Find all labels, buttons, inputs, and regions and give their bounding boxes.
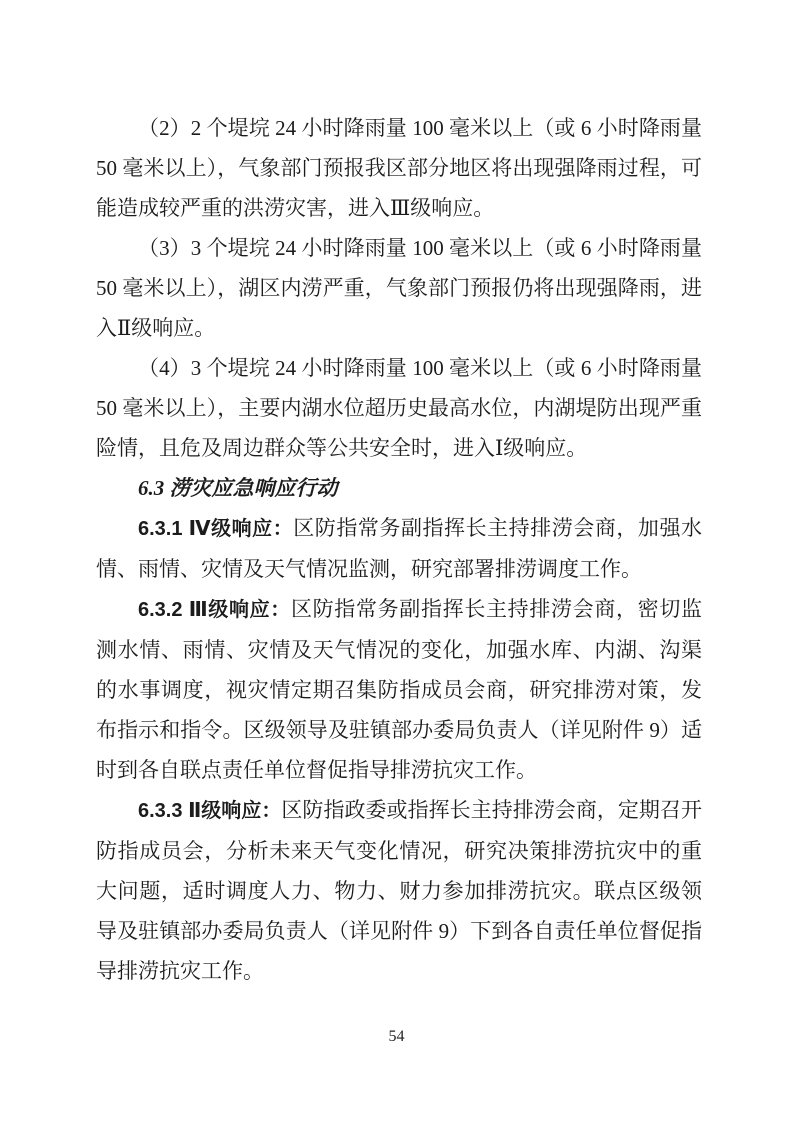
paragraph-6-3-2 [96,589,702,790]
section-heading-6-3: 6.3 涝灾应急响应行动 [138,476,338,500]
page-footer [0,1028,793,1046]
section-label-6-3-2: 6.3.2 Ⅲ级响应： [138,599,291,621]
section-text-6-3-1: 区防指常务副指挥长主持排涝会商，加强水情、雨情、灾情及天气情况监测，研究部署排涝调度工作。 [96,516,703,581]
section-text-6-3-3: 区防指政委或指挥长主持排涝会商，定期召开防指成员会，分析未来天气变化情况，研究决策排涝抗灾中的重大问题，适时调度人力、物力、财力参加排涝抗灾。联点区级领导及驻镇部办委局负责人（详见附件 9）下到各自责任单位督促指导排涝抗灾工作。 [96,798,702,983]
paragraph-condition-3: （3）3 个堤垸 24 小时降雨量 100 毫米以上（或 6 小时降雨量 50 毫米以上），湖区内涝严重，气象部门预报仍将出现强降雨，进入Ⅱ级响应。 [96,236,702,340]
paragraph-condition-4: （4）3 个堤垸 24 小时降雨量 100 毫米以上（或 6 小时降雨量 50 毫米以上），主要内湖水位超历史最高水位，内湖堤防出现严重险情，且危及周边群众等公共安全时，进入Ⅰ级响应。 [96,356,702,460]
section-label-6-3-1: 6.3.1 Ⅳ级响应： [138,518,294,540]
paragraph-condition-2: （2）2 个堤垸 24 小时降雨量 100 毫米以上（或 6 小时降雨量 50 毫米以上），气象部门预报我区部分地区将出现强降雨过程，可能造成较严重的洪涝灾害，进入Ⅲ级响应。 [96,116,702,220]
paragraph-6-3-3 [96,790,702,991]
section-text-6-3-2: 区防指常务副指挥长主持排涝会商，密切监测水情、雨情、灾情及天气情况的变化，加强水库、内湖、沟渠的水事调度，视灾情定期召集防指成员会商，研究排涝对策，发布指示和指令。区级领导及驻镇部办委局负责人（详见附件 9）适时到各自联点责任单位督促指导排涝抗灾工作。 [96,597,703,782]
page-number: 54 [388,1028,405,1045]
section-label-6-3-3: 6.3.3 Ⅱ级响应： [138,800,282,822]
document-content [96,108,702,991]
paragraph-6-3-1 [96,508,702,589]
